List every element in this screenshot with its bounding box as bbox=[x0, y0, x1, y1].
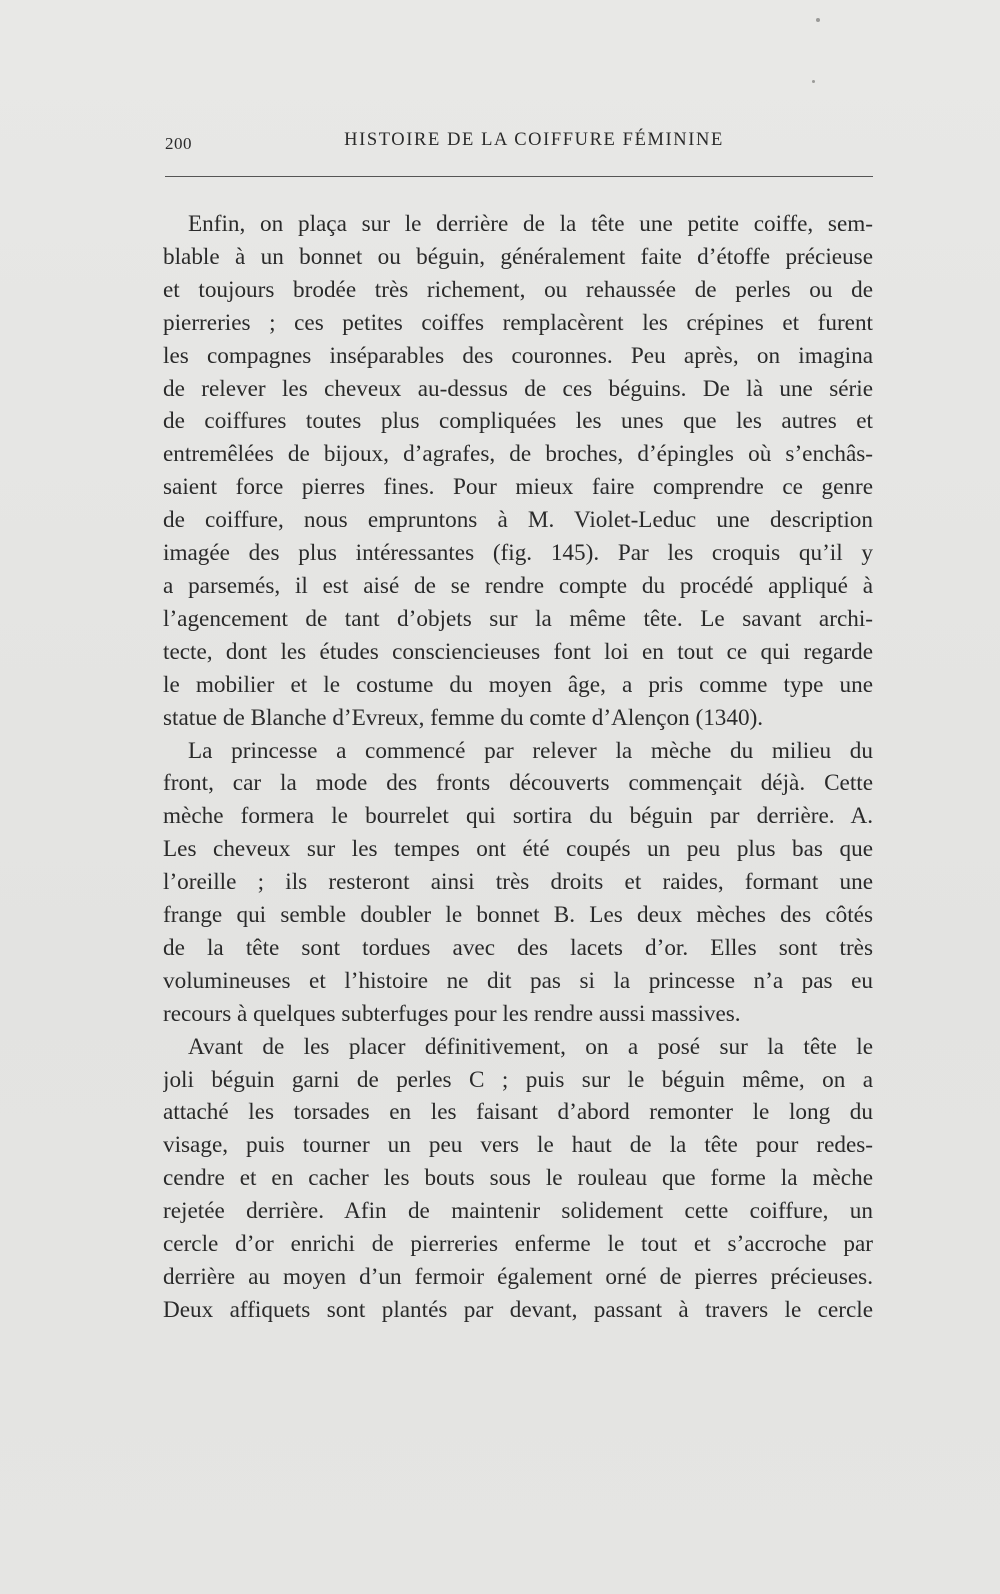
text-line: de coiffure, nous empruntons à M. Violet-Leduc une description bbox=[163, 507, 873, 534]
body-text bbox=[163, 208, 873, 1327]
text-line: joli béguin garni de perles C ; puis sur le béguin même, on a bbox=[163, 1066, 873, 1093]
text-line: de la tête sont tordues avec des lacets d’or. Elles sont très bbox=[163, 934, 873, 961]
text-line: frange qui semble doubler le bonnet B. Les deux mèches des côtés bbox=[163, 902, 873, 929]
text-line: mèche formera le bourrelet qui sortira du béguin par derrière. A. bbox=[163, 803, 873, 830]
text-line: cendre et en cacher les bouts sous le rouleau que forme la mèche bbox=[163, 1165, 873, 1192]
text-line: Enfin, on plaça sur le derrière de la tête une petite coiffe, sem- bbox=[188, 211, 873, 237]
text-line: attaché les torsades en les faisant d’abord remonter le long du bbox=[163, 1099, 873, 1126]
text-line: Deux affiquets sont plantés par devant, passant à travers le cercle bbox=[163, 1296, 873, 1323]
text-line: et toujours brodée très richement, ou rehaussée de perles ou de bbox=[163, 276, 873, 303]
text-line: Avant de les placer définitivement, on a posé sur la tête le bbox=[188, 1033, 873, 1060]
text-line: statue de Blanche d’Evreux, femme du comte d’Alençon (1340). bbox=[163, 704, 764, 731]
page-number: 200 bbox=[165, 134, 192, 153]
text-line: tecte, dont les études consciencieuses font loi en tout ce qui regarde bbox=[163, 638, 873, 665]
text-line: les compagnes inséparables des couronnes. Peu après, on imagina bbox=[163, 342, 873, 369]
text-line: cercle d’or enrichi de pierreries enferme le tout et s’accroche par bbox=[163, 1231, 873, 1258]
text-line: imagée des plus intéressantes (fig. 145). Par les croquis qu’il y bbox=[163, 540, 873, 567]
text-line: derrière au moyen d’un fermoir également orné de pierres précieuses. bbox=[163, 1264, 873, 1290]
text-line: Les cheveux sur les tempes ont été coupés un peu plus bas que bbox=[163, 836, 873, 863]
running-title: HISTOIRE DE LA COIFFURE FÉMININE bbox=[344, 130, 724, 150]
text-line: pierreries ; ces petites coiffes remplacèrent les crépines et furent bbox=[163, 309, 873, 336]
paper-speck bbox=[812, 80, 815, 83]
text-line: le mobilier et le costume du moyen âge, a pris comme type une bbox=[163, 671, 873, 698]
paragraph bbox=[163, 735, 873, 1031]
text-line: visage, puis tourner un peu vers le haut de la tête pour redes- bbox=[163, 1132, 873, 1159]
text-line: rejetée derrière. Afin de maintenir solidement cette coiffure, un bbox=[163, 1198, 873, 1225]
text-line: recours à quelques subterfuges pour les rendre aussi massives. bbox=[163, 1000, 741, 1027]
running-head bbox=[165, 128, 873, 158]
text-line: volumineuses et l’histoire ne dit pas si la princesse n’a pas eu bbox=[163, 967, 873, 994]
text-line: entremêlées de bijoux, d’agrafes, de broches, d’épingles où s’enchâs- bbox=[163, 441, 873, 468]
text-line: de relever les cheveux au-dessus de ces béguins. De là une série bbox=[163, 375, 873, 402]
text-line: front, car la mode des fronts découverts commençait déjà. Cette bbox=[163, 770, 873, 797]
text-line: l’oreille ; ils resteront ainsi très droits et raides, formant une bbox=[163, 869, 873, 896]
text-line: de coiffures toutes plus compliquées les unes que les autres et bbox=[163, 408, 873, 435]
text-line: blable à un bonnet ou béguin, généralement faite d’étoffe précieuse bbox=[163, 243, 873, 270]
paragraph bbox=[163, 1031, 873, 1327]
paragraph bbox=[163, 208, 873, 735]
paper-speck bbox=[816, 18, 820, 22]
text-line: La princesse a commencé par relever la mèche du milieu du bbox=[188, 737, 873, 764]
text-line: saient force pierres fines. Pour mieux faire comprendre ce genre bbox=[163, 474, 873, 501]
header-rule bbox=[165, 176, 873, 177]
text-line: a parsemés, il est aisé de se rendre compte du procédé appliqué à bbox=[163, 572, 873, 599]
text-line: l’agencement de tant d’objets sur la même tête. Le savant archi- bbox=[163, 605, 873, 632]
